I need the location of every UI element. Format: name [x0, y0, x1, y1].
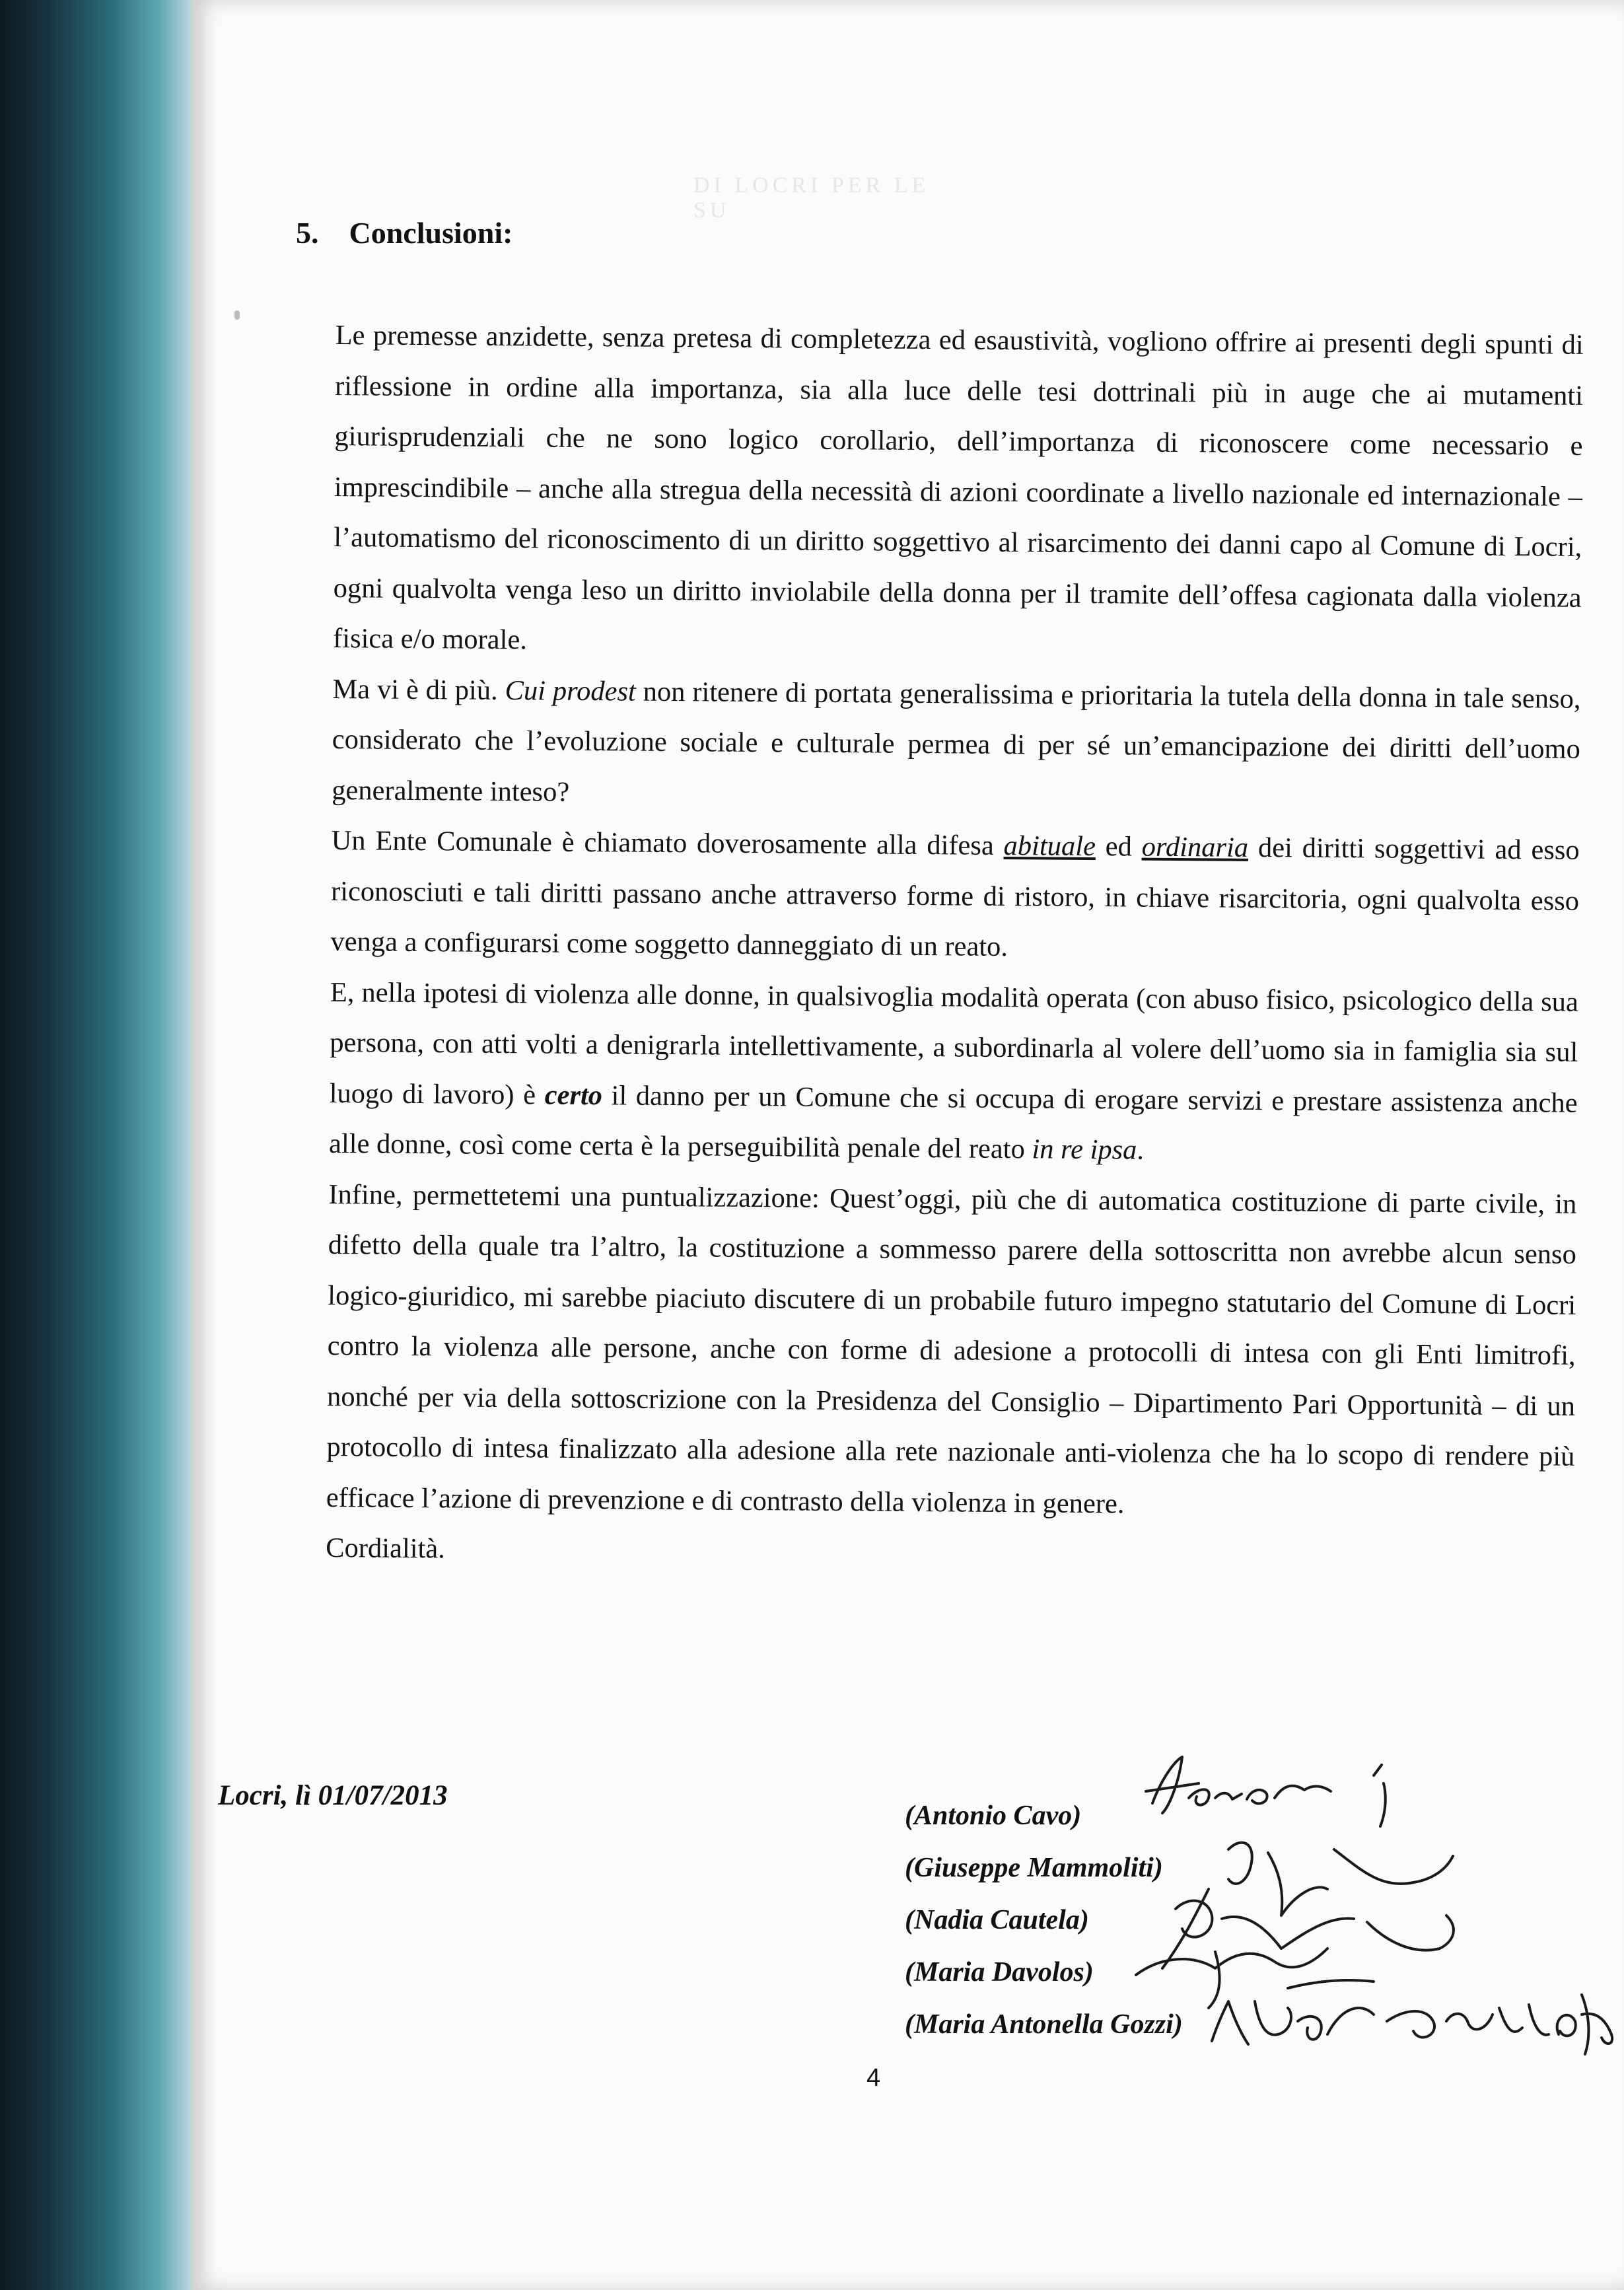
- text-run: dei diritti soggettivi ad esso riconosciuti e tali diritti passano anche attraverso forme di ristoro, in chiave risarcitoria, ogni qualvolta esso venga a configurarsi come soggetto danneggiato di un reato.: [330, 832, 1580, 963]
- scan-speck: [234, 310, 240, 320]
- text-run: Un Ente Comunale è chiamato doverosamente alla difesa: [331, 824, 1004, 861]
- paragraph: [332, 664, 1581, 825]
- text-run: E, nella ipotesi di violenza alle donne, in qualsivoglia modalità operata (con abuso fisico, psicologico della sua persona, con atti volti a denigrarla intellettivamente, a subordinarla al volere dell’uomo sia in famiglia sia sul luogo di lavoro) è: [329, 976, 1579, 1111]
- date-line: Locri, lì 01/07/2013: [218, 1780, 448, 1811]
- italic-term: Cui prodest: [505, 674, 636, 707]
- signatory-name: (Giuseppe Mammoliti): [905, 1853, 1163, 1883]
- signatory-name: (Antonio Cavo): [905, 1801, 1082, 1831]
- closing: [326, 1523, 1574, 1583]
- paragraph: [326, 1169, 1577, 1532]
- section-heading: 5. Conclusioni:: [296, 216, 513, 250]
- text-run: .: [1137, 1134, 1145, 1166]
- signatory-name: (Maria Davolos): [905, 1957, 1094, 1987]
- paragraph: [330, 816, 1580, 977]
- signatory-name: (Nadia Cautela): [905, 1905, 1089, 1935]
- emphasized-term: certo: [544, 1079, 603, 1111]
- scan-page-edge: [0, 0, 198, 2290]
- paragraph: [329, 967, 1578, 1179]
- text-run: Le premesse anzidette, senza pretesa di completezza ed esaustività, vogliono offrire ai presenti degli spunti di riflessione in ordine alla importanza, sia alla luce delle tesi dottrinali più in auge che ai mutamenti giurisprudenziali che ne sono logico corollario, dell’importanza di riconoscere come necessario e imprescindibile – anche alla stregua della necessità di azioni coordinate a livello nazionale ed internazionale – l’automatismo del riconoscimento di un diritto soggettivo al risarcimento dei danni capo al Comune di Locri, ogni qualvolta venga leso un diritto inviolabile della donna per il tramite dell’offesa cagionata dalla violenza fisica e/o morale.: [332, 319, 1584, 656]
- bleed-through-text: DI LOCRI PER LE SU: [693, 173, 930, 223]
- signatory-list: [905, 1790, 1183, 2051]
- underlined-term: ordinaria: [1141, 831, 1249, 863]
- paragraph: [333, 310, 1584, 674]
- underlined-term: abituale: [1003, 830, 1096, 863]
- text-run: il danno per un Comune che si occupa di erogare servizi e prestare assistenza anche alle donne, così come certa è la perseguibilità penale del reato: [328, 1079, 1578, 1165]
- body-text: [326, 310, 1584, 1583]
- text-run: ed: [1095, 831, 1142, 863]
- italic-term: in re ipsa: [1032, 1133, 1137, 1166]
- text-run: Infine, permettetemi una puntualizzazione: Quest’oggi, più che di automatica costituzione di parte civile, in difetto della quale tra l’altro, la costituzione a sommesso parere della sottoscritta non avrebbe alcun senso logico-giuridico, mi sarebbe piaciuto discutere di un probabile futuro impegno statutario del Comune di Locri contro la violenza alle persone, anche con forme di adesione a protocolli di intesa con gli Enti limitrofi, nonché per via della sottoscrizione con la Presidenza del Consiglio – Dipartimento Pari Opportunità – di un protocollo di intesa finalizzato alla adesione alla rete nazionale anti-violenza che ha lo scopo di rendere più efficace l’azione di prevenzione e di contrasto della violenza in genere.: [326, 1178, 1577, 1519]
- page-number: 4: [866, 2064, 881, 2092]
- text-run: non ritenere di portata generalissima e prioritaria la tutela della donna in tale senso, considerato che l’evoluzione sociale e culturale permea di per sé un’emancipazione dei diritti dell’uomo generalmente inteso?: [332, 676, 1581, 808]
- signatory-name: (Maria Antonella Gozzi): [905, 2009, 1183, 2040]
- text-run: Ma vi è di più.: [332, 673, 505, 706]
- text-run: Cordialità.: [326, 1532, 446, 1565]
